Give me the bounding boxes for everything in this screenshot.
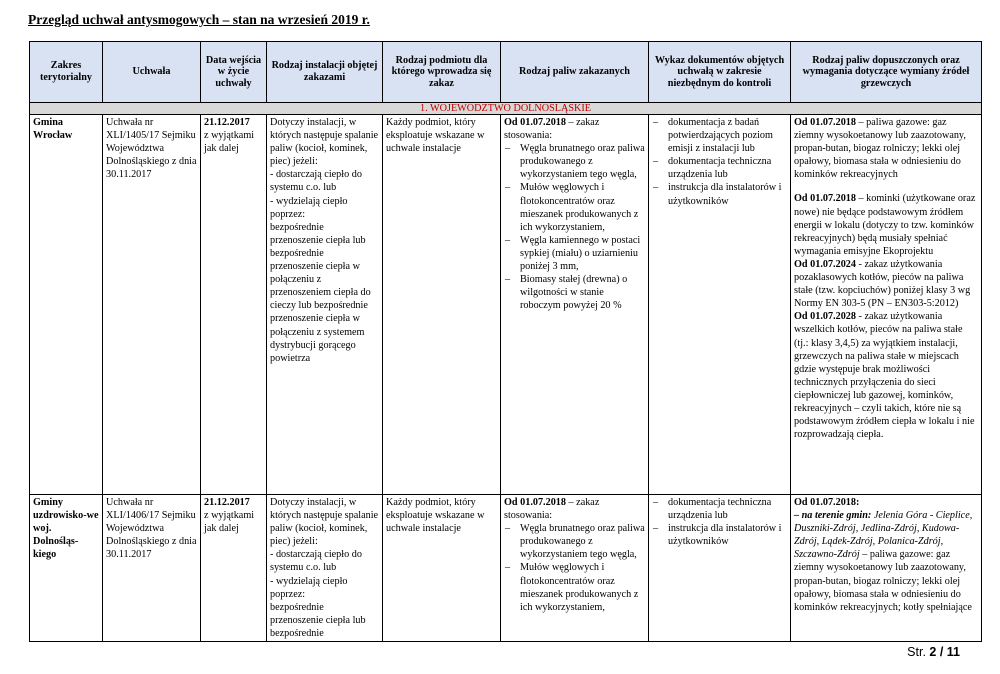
effective-date: 21.12.2017 bbox=[204, 117, 250, 128]
list-item: – Mułów węglowych i flotokoncentratów oraz mieszanek produkowanych z ich wykorzystaniem, bbox=[504, 561, 645, 613]
list-item: – dokumentacja techniczna urządzenia lub bbox=[652, 155, 787, 181]
area-cell: Gmina Wrocław bbox=[30, 115, 103, 495]
list-item: – instrukcja dla instalatorów i użytkowników bbox=[652, 181, 787, 207]
date-cell bbox=[201, 495, 267, 642]
allowed-paragraph bbox=[794, 258, 978, 310]
allowed-date: Od 01.07.2028 bbox=[794, 311, 856, 323]
banned-fuels-cell bbox=[501, 495, 649, 642]
allowed-fuels-cell bbox=[791, 495, 982, 642]
date-cell bbox=[201, 115, 267, 495]
header-cell-banned-fuels: Rodzaj paliw zakazanych bbox=[501, 42, 649, 103]
installation-line: - dostarczają ciepło do systemu c.o. lub bbox=[270, 169, 362, 194]
header-cell-area: Zakres terytorialny bbox=[30, 42, 103, 103]
page-title: Przegląd uchwał antysmogowych – stan na wrzesień 2019 r. bbox=[28, 12, 370, 27]
banned-lead-date: Od 01.07.2018 bbox=[504, 497, 566, 508]
allowed-paragraph bbox=[794, 116, 978, 181]
installation-cell bbox=[267, 495, 383, 642]
table-row bbox=[30, 495, 982, 642]
list-item: – Węgla brunatnego oraz paliwa produkowanego z wykorzystaniem tego węgla, bbox=[504, 142, 645, 181]
list-item: – Mułów węglowych i flotokoncentratów oraz mieszanek produkowanych z ich wykorzystaniem, bbox=[504, 181, 645, 233]
installation-intro: Dotyczy instalacji, w których następuje spalanie paliw (kocioł, kominek, piec) jeżeli: bbox=[270, 497, 379, 548]
allowed-paragraph bbox=[794, 509, 978, 614]
installation-line: bezpośrednie przenoszenie ciepła lub bezpośrednie przenoszenie ciepła w połączeniu z przenoszeniem ciepła do cieczy lub bezpośrednie przenoszenie ciepła w połączeniu z systemem dystrybucji gorącego powietrza bbox=[270, 221, 371, 364]
allowed-scope-label: – na terenie gmin: bbox=[794, 510, 872, 522]
header-cell-documents: Wykaz dokumentów objętych uchwałą w zakresie niezbędnym do kontroli bbox=[649, 42, 791, 103]
effective-date: 21.12.2017 bbox=[204, 497, 250, 508]
list-item: – Węgla kamiennego w postaci sypkiej (miału) o uziarnieniu poniżej 3 mm, bbox=[504, 234, 645, 273]
allowed-paragraph bbox=[794, 310, 978, 441]
table-header-row bbox=[30, 42, 982, 103]
allowed-date: Od 01.07.2018 bbox=[794, 117, 856, 128]
allowed-date: Od 01.07.2018: bbox=[794, 497, 860, 508]
allowed-date: Od 01.07.2018 bbox=[794, 193, 856, 205]
header-cell-resolution: Uchwała bbox=[103, 42, 201, 103]
allowed-fuels-cell bbox=[791, 115, 982, 495]
installation-line: - wydzielają ciepło poprzez: bbox=[270, 575, 348, 600]
page-number bbox=[907, 645, 960, 659]
banned-lead-text: – zakaz stosowania: bbox=[504, 117, 600, 142]
list-item: – Węgla brunatnego oraz paliwa produkowanego z wykorzystaniem tego węgla, bbox=[504, 522, 645, 561]
resolution-cell: Uchwała nr XLI/1406/17 Sejmiku Województwa Dolnośląskiego z dnia 30.11.2017 bbox=[103, 495, 201, 642]
list-item: – Biomasy stałej (drewna) o wilgotności w stanie roboczym powyżej 20 % bbox=[504, 273, 645, 312]
allowed-text: - zakaz użytkowania wszelkich kotłów, pieców na paliwa stałe (tj.: klasy 3,4,5) za wyjątkiem instalacji, grzewczych na paliwa stałe w miejscach gdzie występuje brak możliwości technicznych przyłączenia do sieci ciepłowniczej lub gazowej, kominków, rekreacyjnych – czyli takich, które nie są podstawowym źródłem ciepła w lokalu i nie rozprowadzają ciepła. bbox=[794, 311, 975, 441]
entity-cell: Każdy podmiot, który eksploatuje wskazane w uchwale instalacje bbox=[383, 115, 501, 495]
header-cell-installation: Rodzaj instalacji objętej zakazami bbox=[267, 42, 383, 103]
banned-lead-text: – zakaz stosowania: bbox=[504, 497, 600, 522]
page-current: 2 bbox=[929, 645, 937, 659]
header-cell-date: Data wejścia w życie uchwały bbox=[201, 42, 267, 103]
installation-cell bbox=[267, 115, 383, 495]
banned-fuels-cell bbox=[501, 115, 649, 495]
allowed-text: – kominki (użytkowane oraz nowe) nie będące podstawowym źródłem energii w lokalu (dotyczy to tzw. kominków rekreacyjnych) będą musiały spełniać wymagania emisyjne Ekoprojektu bbox=[794, 193, 976, 257]
list-item: – instrukcja dla instalatorów i użytkowników bbox=[652, 522, 787, 548]
installation-line: - dostarczają ciepło do systemu c.o. lub bbox=[270, 549, 362, 574]
list-item: – dokumentacja z badań potwierdzających poziom emisji z instalacji lub bbox=[652, 116, 787, 155]
region-row bbox=[30, 103, 982, 115]
resolutions-table bbox=[29, 41, 982, 642]
list-item: – dokumentacja techniczna urządzenia lub bbox=[652, 496, 787, 522]
date-note: z wyjątkami jak dalej bbox=[204, 130, 255, 155]
paragraph-gap bbox=[794, 181, 978, 192]
header-cell-entity: Rodzaj podmiotu dla którego wprowadza się zakaz bbox=[383, 42, 501, 103]
allowed-text: - zakaz użytkowania pozaklasowych kotłów, pieców na paliwa stałe (tzw. kopciuchów) poniżej klasy 3 wg Normy EN 303-5 (PN – EN303-5:2012) bbox=[794, 258, 971, 310]
allowed-scope-gminas: Jelenia Góra - Cieplice, Duszniki-Zdrój, Jedlina-Zdrój, Kudowa-Zdrój, Lądek-Zdrój, Polanica-Zdrój, Szczawno-Zdrój – bbox=[794, 510, 973, 561]
entity-cell: Każdy podmiot, który eksploatuje wskazane w uchwale instalacje bbox=[383, 495, 501, 642]
date-note: z wyjątkami jak dalej bbox=[204, 510, 255, 535]
table-row bbox=[30, 115, 982, 495]
allowed-text: paliwa gazowe: gaz ziemny wysokoetanowy lub zaazotowany, propan-butan, biogaz rolniczy; lekki olej opałowy, biomasa stała w odniesieniu do kominków rekreacyjnych; kotły spełniające bbox=[794, 549, 972, 613]
area-cell: Gminy uzdrowisko-we woj. Dolnośląs-kiego bbox=[30, 495, 103, 642]
documents-cell bbox=[649, 115, 791, 495]
page-label: Str. bbox=[907, 645, 930, 659]
installation-line: - wydzielają ciepło poprzez: bbox=[270, 195, 348, 220]
resolution-cell: Uchwała nr XLI/1405/17 Sejmiku Województwa Dolnośląskiego z dnia 30.11.2017 bbox=[103, 115, 201, 495]
allowed-text: – paliwa gazowe: gaz ziemny wysokoetanowy lub zaazotowany, propan-butan, biogaz rolniczy; lekki olej opałowy, biomasa stała w odniesieniu do kominków rekreacyjnych bbox=[794, 117, 966, 181]
installation-intro: Dotyczy instalacji, w których następuje spalanie paliw (kocioł, kominek, piec) jeżeli: bbox=[270, 117, 379, 168]
header-cell-allowed-fuels: Rodzaj paliw dopuszczonych oraz wymagania dotyczące wymiany źródeł grzewczych bbox=[791, 42, 982, 103]
allowed-date: Od 01.07.2024 bbox=[794, 258, 856, 270]
page-separator: / bbox=[936, 645, 947, 659]
documents-cell bbox=[649, 495, 791, 642]
banned-lead-date: Od 01.07.2018 bbox=[504, 117, 566, 128]
allowed-paragraph bbox=[794, 192, 978, 257]
page-total: 11 bbox=[946, 645, 960, 659]
installation-line: bezpośrednie przenoszenie ciepła lub bezpośrednie bbox=[270, 601, 366, 639]
region-label: 1. WOJEWÓDZTWO DOLNOŚLĄSKIE bbox=[30, 103, 982, 115]
